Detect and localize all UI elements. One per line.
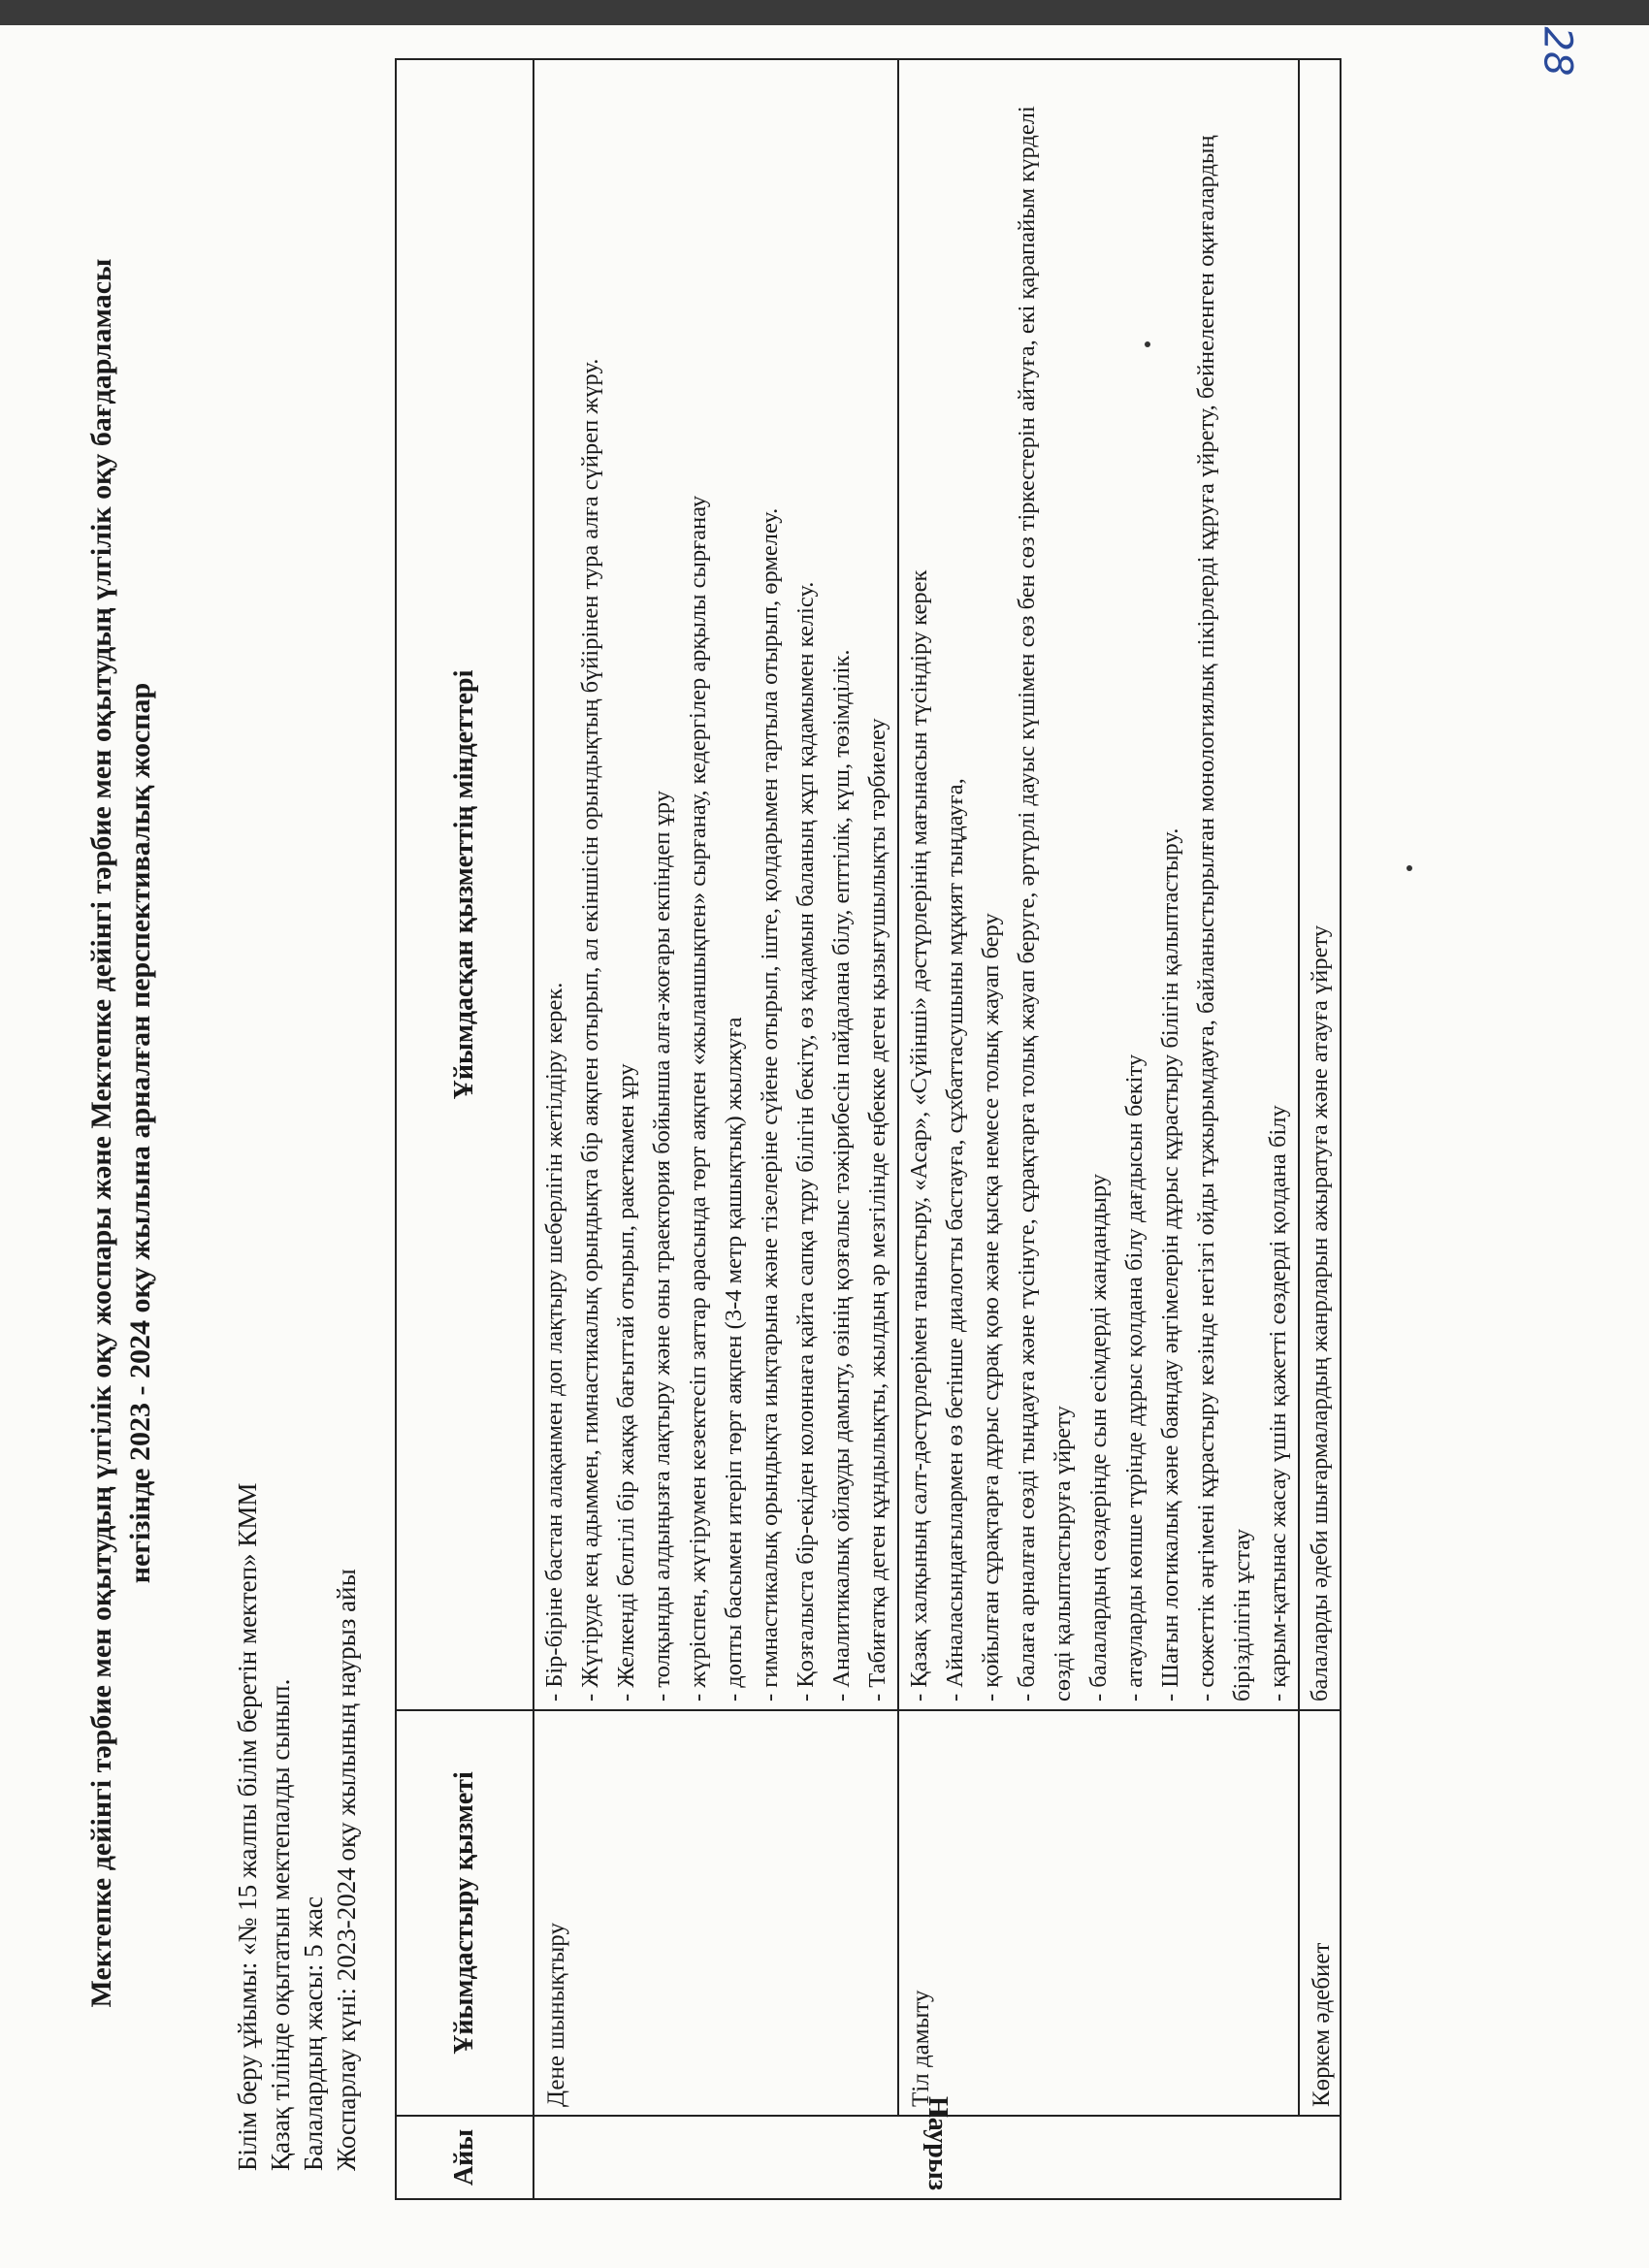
tasks-cell — [898, 59, 1299, 1710]
header-activity: Ұйымдастыру қызметі — [396, 1710, 534, 2116]
tasks-cell — [534, 59, 898, 1710]
plan-table — [395, 58, 1342, 2200]
document-meta — [231, 1483, 363, 2171]
task-item: - балаға арналған сөзді тыңдауға және түсінуге, сұрақтарға толық жауап беруге, әртүрлі дауыс күшімен сөз бен сөз тіркестерін айтуға, екі қарапайым күрделі сөзді қалыптастыруға үйрету — [1014, 106, 1076, 1701]
activity-cell: Көркем әдебиет — [1299, 1710, 1341, 2116]
activity-cell: Дене шынықтыру — [534, 1710, 898, 2116]
meta-period: Жоспарлау күні: 2023-2024 оқу жылының наурыз айы — [332, 1569, 361, 2171]
table-row — [1299, 59, 1341, 2199]
task-item: - қарым-қатынас жасау үшін қажетті сөздерді қолдана білу — [1265, 1105, 1291, 1701]
task-item: - допты басымен итеріп төрт аяқпен (3-4 метр қашықтық) жылжуға — [721, 1017, 747, 1701]
header-month: Айы — [396, 2116, 534, 2199]
table-header-row — [396, 59, 534, 2199]
month-cell — [534, 2095, 1341, 2199]
task-list — [1300, 68, 1340, 1701]
task-item: - Айналасындағылармен өз бетінше диалогты бастауға, сұхбаттасушыны мұқият тыңдауға, — [942, 778, 968, 1701]
page-number: 28 — [1535, 26, 1580, 77]
table-row — [898, 59, 1299, 2199]
table-row — [534, 59, 898, 2199]
header-tasks: Ұйымдасқан қызметтің міндеттері — [396, 59, 534, 1710]
scan-speck — [1406, 865, 1412, 871]
task-item: - Желкенді белгілі бір жаққа бағыттай отырып, ракеткамен ұру — [613, 1063, 639, 1701]
task-item: - жүріспен, жүгірумен кезектесіп заттар арасында төрт аяқпен «жыланшықпен» сырғанау, кедергілер арқылы сырғанау — [685, 495, 711, 1701]
task-item: - Қозғалыста бір-екіден колоннаға қайта сапқа тұру білігін бекіту, өз қадамын баланың жұп қадамымен келісу. — [792, 581, 819, 1701]
meta-organization: Білім беру ұйымы: «№ 15 жалпы білім беретін мектеп» КММ — [233, 1482, 262, 2171]
task-item: - толқынды алдыңызға лақтыру және оны траектория бойынша алға-жоғары екпіндеп ұру — [649, 791, 675, 1701]
month-label: Наурыз — [922, 2095, 953, 2190]
task-item: балаларды әдеби шығармалардың жанрларын ажыратуға және атауға үйрету — [1307, 924, 1333, 1701]
task-item: - Шағын логикалық және баяндау әңгімелерін дұрыс құрастыру білігін қалыптастыру. — [1157, 827, 1183, 1701]
task-item: - Қазақ халқының салт-дәстүрлерімен таныстыру, «Асар», «Сүйінші» дәстүрлерінің мағынасын түсіндіру керек — [906, 569, 932, 1701]
task-item: - гимнастикалық орындықта иықтарына және тізелеріне сүйене отырып, іште, қолдарымен тартыла отырып, өрмелеу. — [757, 507, 783, 1701]
meta-age: Балалардың жасы: 5 жас — [299, 1896, 328, 2171]
document-title-line-1: Мектепке дейінгі тәрбие мен оқытудың үлгілік оқу жоспары және Мектепке дейінгі тәрбие мен оқытудың үлгілік оқу бағдарламасы — [85, 258, 117, 2008]
task-item: - балалардың сөздерінде сын есімдерді жандандыру — [1085, 1173, 1112, 1701]
scan-speck — [1145, 341, 1150, 347]
task-item: - Табиғатқа деген құндылықты, жылдың әр мезгілінде еңбекке деген қызығушылықты тәрбиелеу — [864, 718, 890, 1701]
document-title-line-2: негізінде 2023 - 2024 оқу жылына арналған перспективалық жоспар — [124, 682, 156, 1584]
task-item: - Бір-біріне бастан алақанмен доп лақтыру шеберлігін жетілдіру керек. — [541, 982, 567, 1701]
meta-group: Қазақ тілінде оқытатын мектепалды сынып. — [266, 1678, 295, 2171]
task-item: - Аналитикалық ойлауды дамыту, өзінің қозғалыс тәжірибесін пайдалана білу, епттілік, күш, төзімділік. — [828, 649, 855, 1701]
task-list — [534, 68, 897, 1701]
activity-cell: Тіл дамыту — [898, 1710, 1299, 2116]
task-list — [899, 68, 1298, 1701]
task-item: - сюжеттік әңгімені құрастыру кезінде негізгі ойды тұжырымдауға, байланыстырылған монологиялық пікірлерді құруға үйрету, бейнеленген оқиғалардың бірізділігін ұстау — [1193, 135, 1255, 1701]
task-item: - қойылған сұрақтарға дұрыс сұрақ қою және қысқа немесе толық жауап беру — [978, 913, 1004, 1701]
task-item: - Жүгіруде кең адыммен, гимнастикалық орындықта бір аяқпен отырып, ал екіншісін орындықтың бүйірінен тура алға сүйреп жүру. — [577, 358, 603, 1701]
task-item: - атауларды көпше түрінде дұрыс қолдана білу дағдысын бекіту — [1121, 1053, 1148, 1701]
tasks-cell — [1299, 59, 1341, 1710]
document-title-block — [82, 76, 160, 2190]
